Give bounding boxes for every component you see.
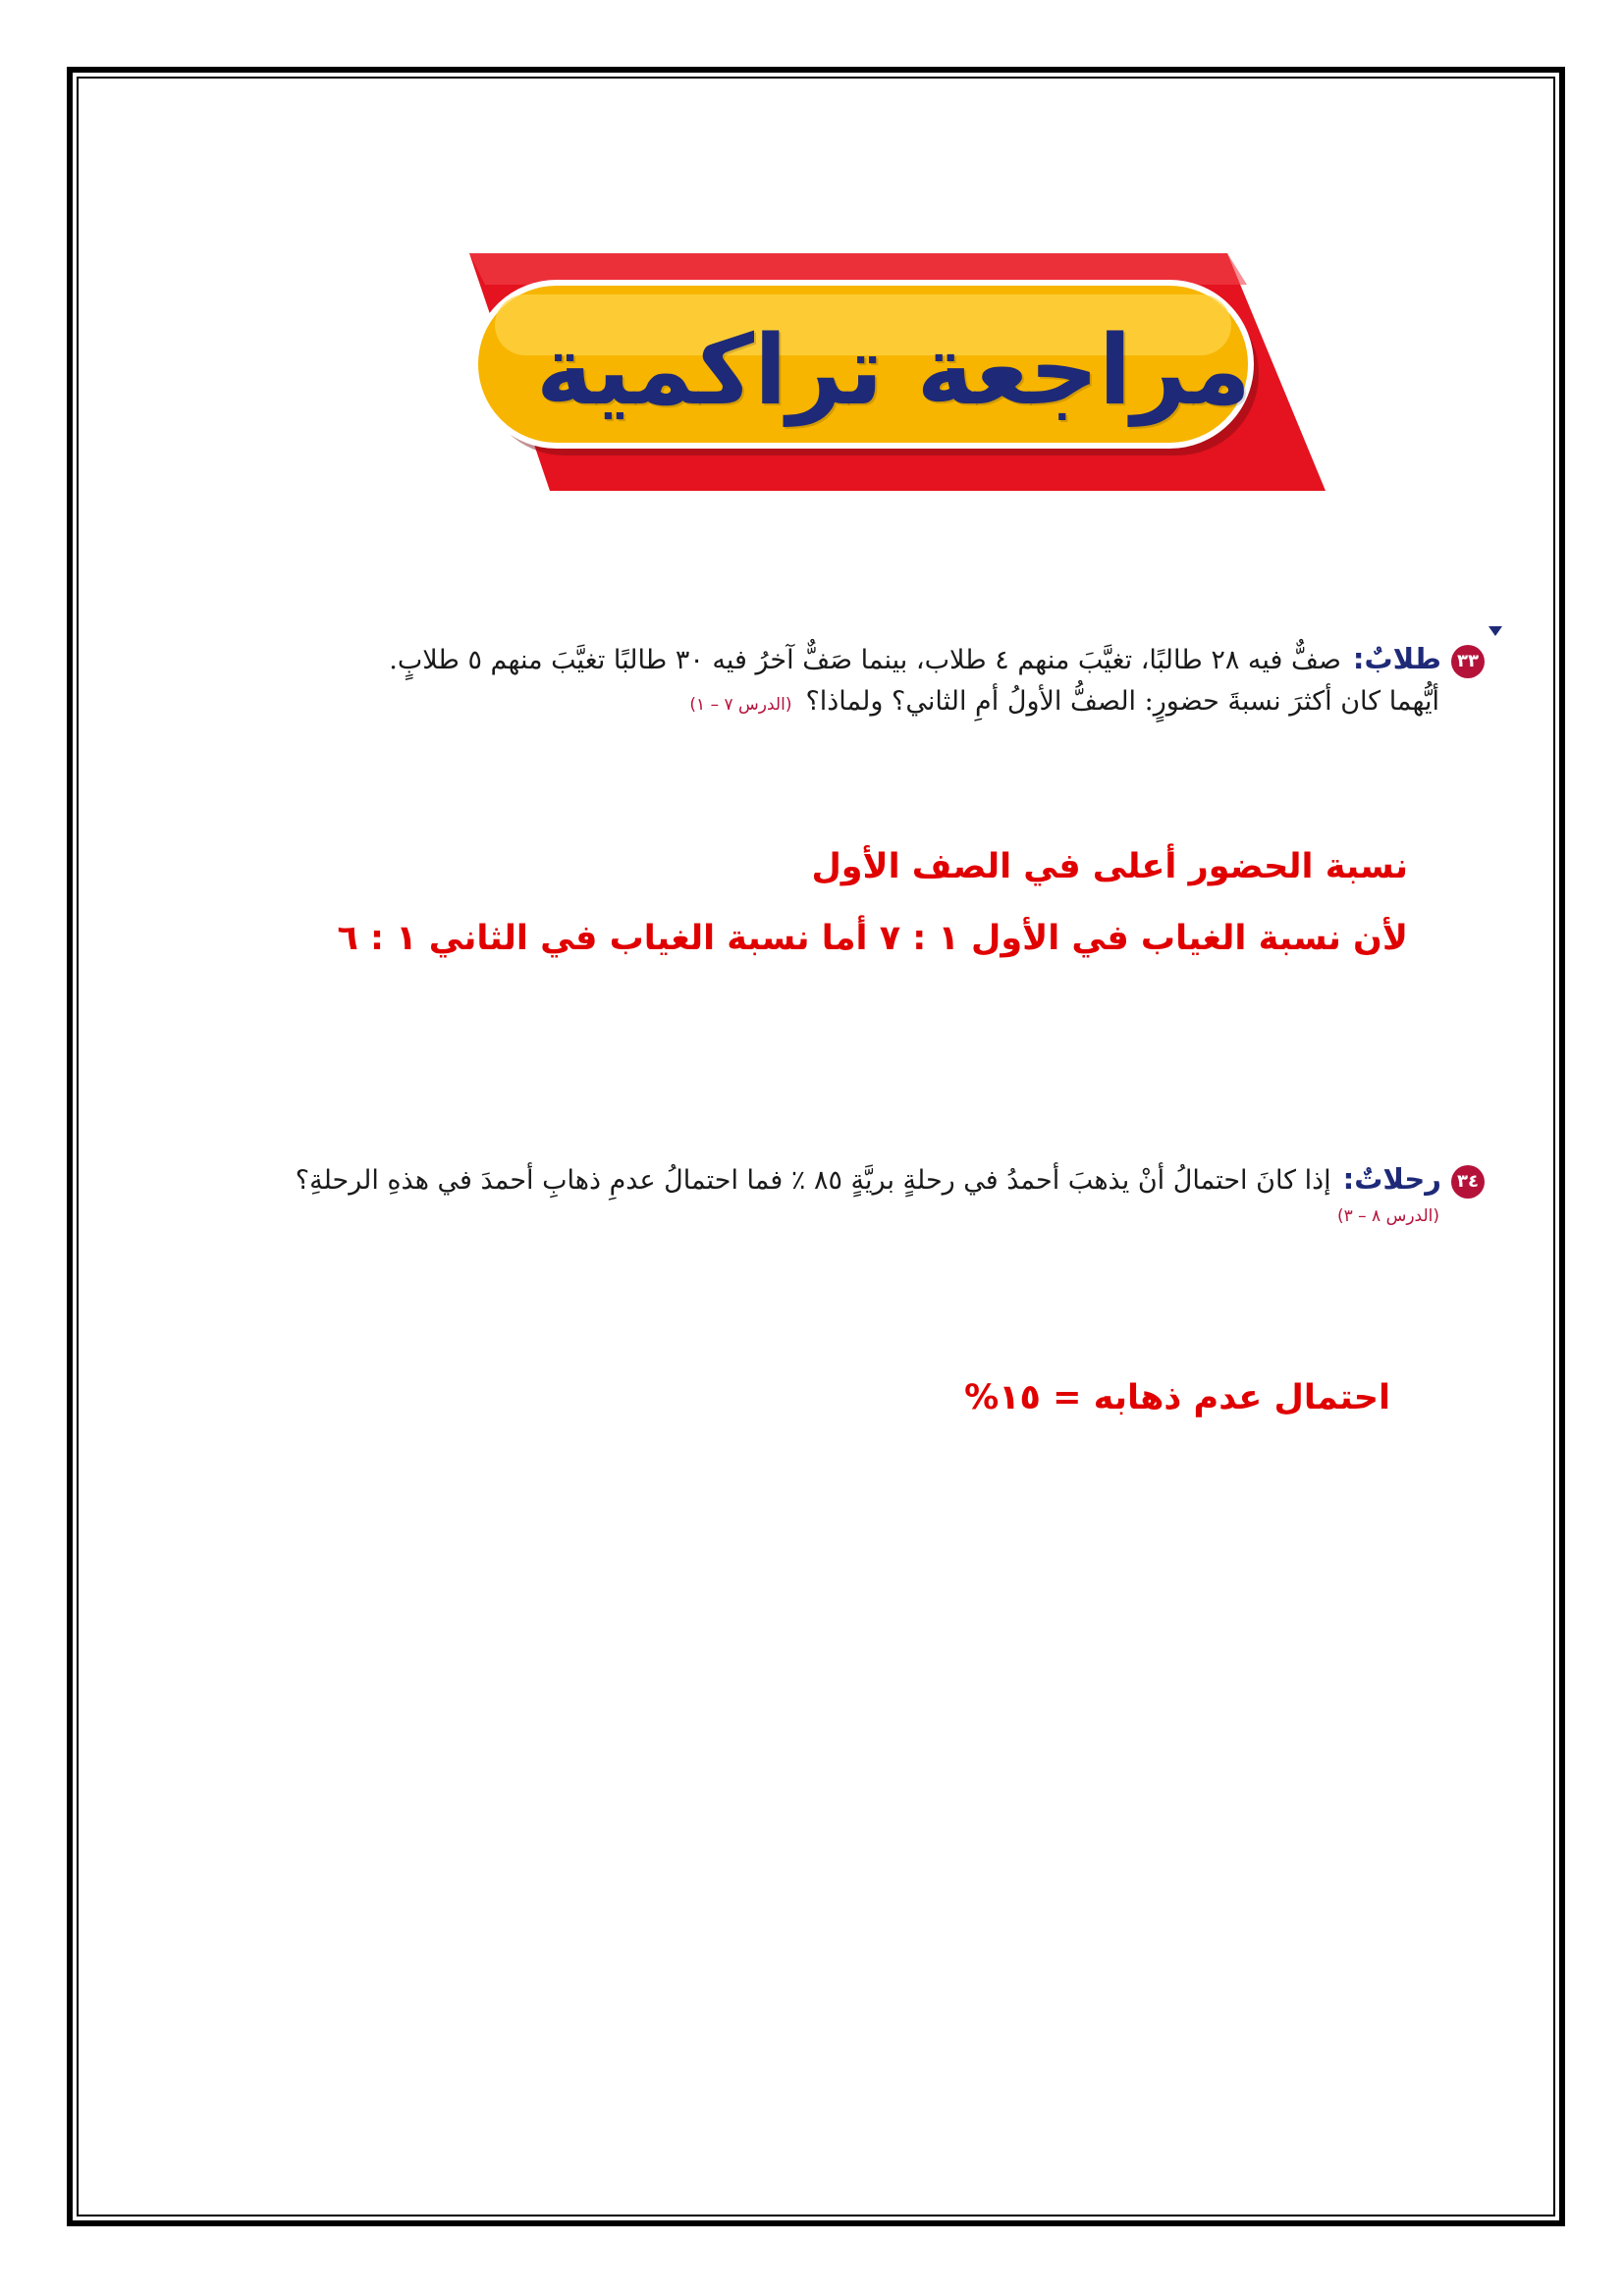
banner-title: مراجعة تراكمية <box>535 315 1252 427</box>
title-banner <box>461 245 1326 491</box>
answer-line-2: لأن نسبة الغياب في الأول ١ : ٧ أما نسبة الغياب في الثاني ١ : ٦ <box>337 919 1408 958</box>
question-number-badge: ٣٤ <box>1451 1165 1485 1199</box>
question-text: أيُّهما كان أكثرَ نسبةَ حضورٍ: الصفُّ الأولُ أمِ الثاني؟ ولماذا؟ <box>805 686 1439 717</box>
answer-line-3: احتمال عدم ذهابه = ١٥% <box>964 1378 1390 1417</box>
question-34 <box>149 1158 1485 1231</box>
answer-line-1: نسبة الحضور أعلى في الصف الأول <box>811 847 1408 886</box>
question-topic: رحلاتٌ: <box>1342 1162 1441 1196</box>
question-number-badge: ٣٣ <box>1451 645 1485 678</box>
question-text: إذا كانَ احتمالُ أنْ يذهبَ أحمدُ في رحلةٍ بريَّةٍ ٨٥ ٪ فما احتمالُ عدمِ ذهابِ أحمدَ في هذهِ الرحلةِ؟ <box>295 1165 1331 1196</box>
question-topic: طلابٌ: <box>1352 642 1441 675</box>
lesson-reference: (الدرس ٧ – ١) <box>689 695 792 715</box>
question-34-line-1 <box>149 1158 1485 1201</box>
question-33 <box>149 638 1485 725</box>
question-33-line-1 <box>149 638 1485 681</box>
question-33-line-2 <box>149 681 1485 725</box>
arrow-marker-icon <box>1489 626 1502 636</box>
question-text: صفٌّ فيه ٢٨ طالبًا، تغيَّبَ منهم ٤ طلاب، بينما صَفٌّ آخرُ فيه ٣٠ طالبًا تغيَّبَ منهم ٥ طلابٍ. <box>389 645 1341 675</box>
lesson-reference: (الدرس ٨ – ٣) <box>1336 1206 1439 1226</box>
